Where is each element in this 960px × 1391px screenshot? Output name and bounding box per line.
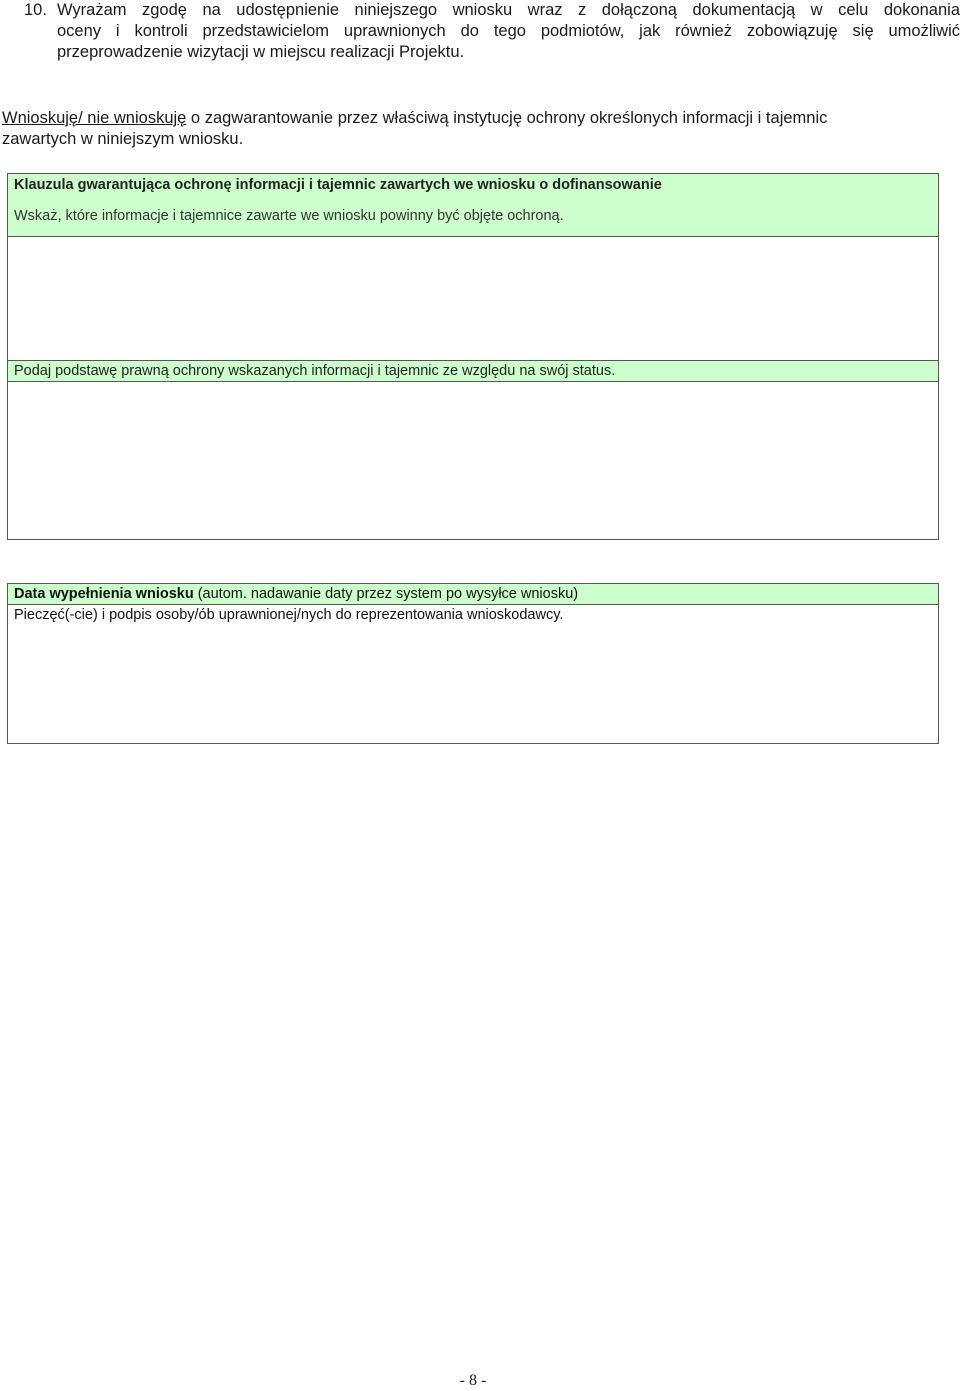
confidentiality-clause-box: [7, 173, 939, 540]
consent-paragraph: [24, 0, 960, 63]
request-choice: Wnioskuję/ nie wnioskuję: [2, 109, 187, 127]
request-text: o zagwarantowanie przez właściwą instytucję ochrony określonych informacji i tajemnic: [186, 109, 828, 127]
request-line-2: zawartych w niniejszym wniosku.: [2, 130, 244, 148]
clause-instruction: Wskaż, które informacje i tajemnice zawarte we wniosku powinny być objęte ochroną.: [14, 208, 564, 224]
consent-line: Wyrażam zgodę na udostępnienie niniejszego wniosku wraz z dołączoną dokumentacją w celu dokonania: [57, 1, 960, 19]
consent-text: [57, 0, 960, 63]
date-label-row: [8, 584, 938, 605]
clause-header: [8, 174, 938, 237]
consent-line: przeprowadzenie wizytacji w miejscu realizacji Projektu.: [57, 43, 465, 61]
protected-info-field[interactable]: [8, 237, 938, 360]
page-number: - 8 -: [459, 1372, 487, 1389]
legal-basis-field[interactable]: [8, 382, 938, 539]
consent-line: oceny i kontroli przedstawicielom uprawnionych do tego podmiotów, jak również zobowiązuję się umożliwić: [57, 22, 960, 40]
request-line-1: [2, 108, 956, 129]
clause-title: Klauzula gwarantująca ochronę informacji i tajemnic zawartych we wniosku o dofinansowanie: [14, 177, 662, 193]
signature-field[interactable]: [8, 626, 938, 743]
legal-basis-label: Podaj podstawę prawną ochrony wskazanych informacji i tajemnic ze względu na swój status.: [8, 360, 938, 382]
stamp-signature-label: Pieczęć(-cie) i podpis osoby/ób uprawnionej/nych do reprezentowania wnioskodawcy.: [14, 607, 564, 623]
date-label: Data wypełnienia wniosku: [14, 586, 194, 602]
signature-box: [7, 583, 939, 744]
item-number: 10.: [24, 1, 47, 19]
protection-request-paragraph: [2, 108, 956, 150]
date-note: (autom. nadawanie daty przez system po wysyłce wniosku): [193, 586, 579, 602]
